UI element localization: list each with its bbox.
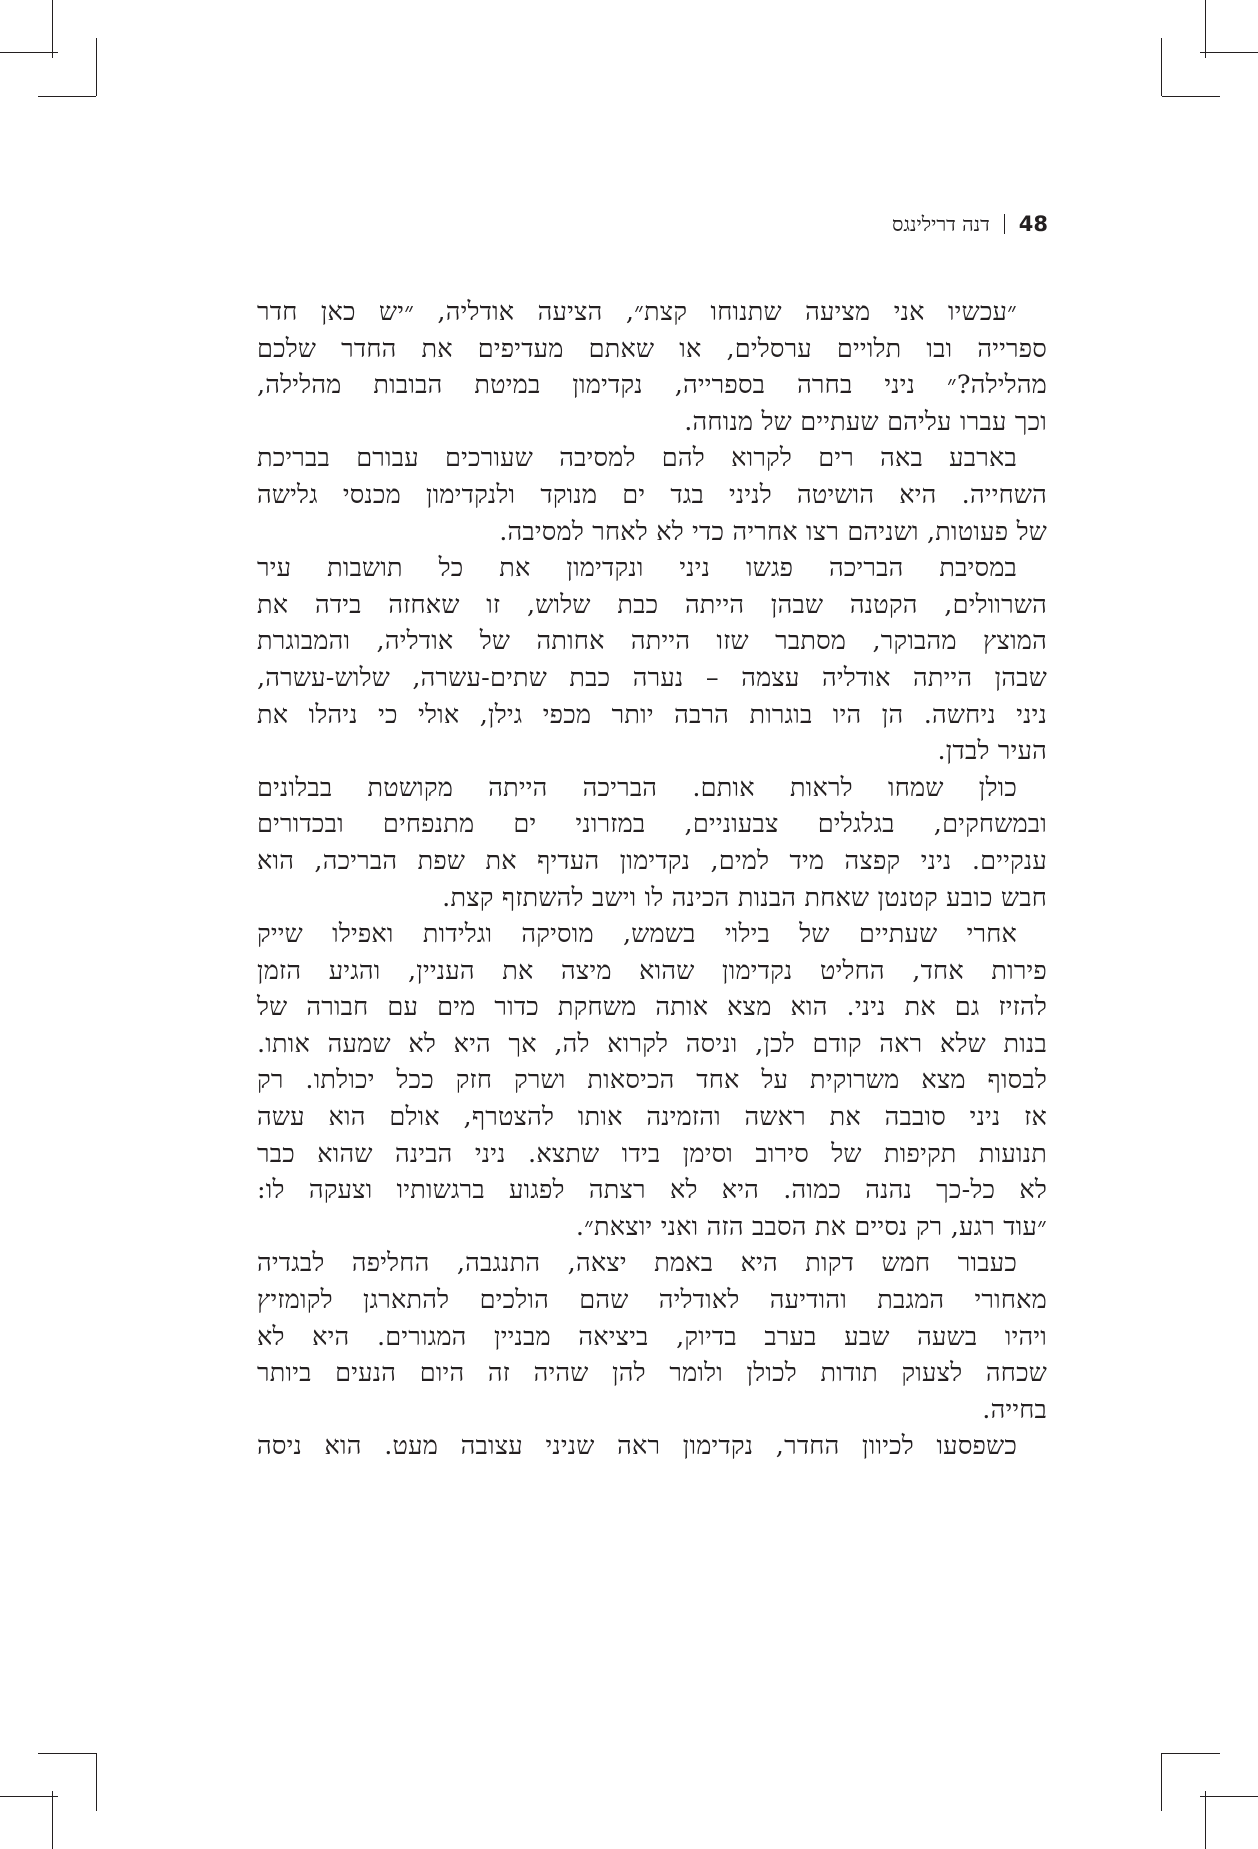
text-line: כעבור חמש דקות היא באמת יצאה, התנגבה, החליפה לבגדיה — [257, 1248, 1017, 1279]
text-line: בארבע באה רים לקרוא להם למסיבה שעורכים עבורם בבריכת — [257, 443, 1017, 474]
text-line: ״עוד רגע, רק נסיים את הסבב הזה ואני יוצאת״. — [575, 1211, 1047, 1242]
crop-mark-bottom-right-vertical-inner — [1161, 1753, 1162, 1811]
text-line: כשפסעו לכיוון החדר, נקדימון ראה שניני עצובה מעט. הוא ניסה — [257, 1431, 1017, 1462]
crop-mark-top-left-horizontal — [0, 52, 58, 53]
text-line: בחייה. — [982, 1394, 1047, 1425]
crop-mark-bottom-left-vertical — [52, 1791, 53, 1849]
text-line: תנועות תקיפות של סירוב וסימן בידו שתצא. ניני הבינה שהוא כבר — [257, 1138, 1047, 1169]
text-line: מהלילה?״ ניני בחרה בספרייה, נקדימון במיטת הבובות מהלילה, — [257, 370, 1047, 401]
text-line: שכחה לצעוק תודות לכולן ולומר להן שהיה זה היום הנעים ביותר — [257, 1358, 1047, 1389]
paragraph — [257, 294, 1047, 440]
crop-mark-bottom-right-vertical — [1205, 1791, 1206, 1849]
text-line: אחרי שעתיים של בילוי בשמש, מוסיקה וגלידות ואפילו שייק — [257, 919, 1017, 950]
text-line: וכך עברו עליהם שעתיים של מנוחה. — [684, 406, 1047, 437]
text-line: להזיז גם את ניני. הוא מצא אותה משחקת כדור מים עם חבורה של — [257, 992, 1047, 1023]
crop-mark-bottom-right-horizontal-inner — [1162, 1753, 1220, 1754]
page-number: 48 — [1018, 212, 1048, 236]
text-line: ספרייה ובו תלויים ערסלים, או שאתם מעדיפים את החדר שלכם — [257, 333, 1047, 364]
text-line: חבש כובע קטנטן שאחת הבנות הכינה לו וישב להשתזף קצת. — [442, 882, 1047, 913]
text-line: המוצץ מהבוקר, מסתבר שזו הייתה אחותה של אודליה, והמבוגרת — [257, 626, 1047, 657]
text-line: אז ניני סובבה את ראשה והזמינה אותו להצטרף, אולם הוא עשה — [257, 1102, 1047, 1133]
running-head-divider — [1004, 214, 1005, 234]
running-head — [648, 207, 1048, 241]
crop-mark-bottom-right-horizontal — [1200, 1796, 1258, 1797]
running-head-title: דנה דרילינגס — [892, 211, 990, 236]
paragraph — [257, 1428, 1047, 1465]
text-line: בנות שלא ראה קודם לכן, וניסה לקרוא לה, אך היא לא שמעה אותו. — [257, 1028, 1047, 1059]
text-line: ״עכשיו אני מציעה שתנוחו קצת״, הציעה אודליה, ״יש כאן חדר — [257, 297, 1017, 327]
crop-mark-top-right-vertical-inner — [1161, 38, 1162, 96]
text-line: של פעוטות, ושניהם רצו אחריה כדי לא לאחר למסיבה. — [499, 516, 1047, 547]
paragraph — [257, 1245, 1047, 1428]
crop-mark-top-left-vertical — [52, 0, 53, 58]
crop-mark-bottom-left-vertical-inner — [96, 1753, 97, 1811]
crop-mark-bottom-left-horizontal-inner — [38, 1753, 96, 1754]
text-line: ענקיים. ניני קפצה מיד למים, נקדימון העדיף את שפת הבריכה, הוא — [257, 845, 1047, 876]
body-text — [257, 294, 1047, 1465]
crop-mark-bottom-left-horizontal — [0, 1796, 58, 1797]
text-line: השחייה. היא הושיטה לניני בגד ים מנוקד ולנקדימון מכנסי גלישה — [257, 479, 1047, 510]
text-line: העיר לבדן. — [937, 736, 1047, 767]
text-line: במסיבת הבריכה פגשו ניני ונקדימון את כל תושבות עיר — [257, 553, 1017, 584]
text-line: ובמשחקים, בגלגלים צבעוניים, במזרוני ים מתנפחים ובכדורים — [257, 809, 1047, 840]
crop-mark-top-right-vertical — [1205, 0, 1206, 58]
text-line: השרוולים, הקטנה שבהן הייתה כבת שלוש, זו שאחזה בידה את — [257, 589, 1047, 620]
crop-mark-top-left-vertical-inner — [96, 38, 97, 96]
crop-mark-top-right-horizontal-inner — [1162, 96, 1220, 97]
text-line: ויהיו בשעה שבע בערב בדיוק, ביציאה מבניין המגורים. היא לא — [257, 1321, 1047, 1352]
text-line: לא כל-כך נהנה כמוה. היא לא רצתה לפגוע ברגשותיו וצעקה לו: — [257, 1175, 1047, 1206]
text-line: ניני ניחשה. הן היו בוגרות הרבה יותר מכפי גילן, אולי כי ניהלו את — [257, 699, 1047, 730]
paragraph — [257, 916, 1047, 1245]
crop-mark-top-left-horizontal-inner — [38, 96, 96, 97]
paragraph — [257, 770, 1047, 916]
paragraph — [257, 550, 1047, 770]
text-line: מאחורי המגבת והודיעה לאודליה שהם הולכים להתארגן לקומזיץ — [257, 1285, 1047, 1316]
crop-mark-top-right-horizontal — [1200, 52, 1258, 53]
paragraph — [257, 440, 1047, 550]
text-line: כולן שמחו לראות אותם. הבריכה הייתה מקושטת בבלונים — [257, 772, 1017, 803]
text-line: שבהן הייתה אודליה עצמה – נערה כבת שתים-עשרה, שלוש-עשרה, — [257, 662, 1047, 693]
text-line: לבסוף מצא משרוקית על אחד הכיסאות ושרק חזק ככל יכולתו. רק — [257, 1065, 1047, 1096]
text-line: פירות אחד, החליט נקדימון שהוא מיצה את העניין, והגיע הזמן — [257, 955, 1047, 986]
